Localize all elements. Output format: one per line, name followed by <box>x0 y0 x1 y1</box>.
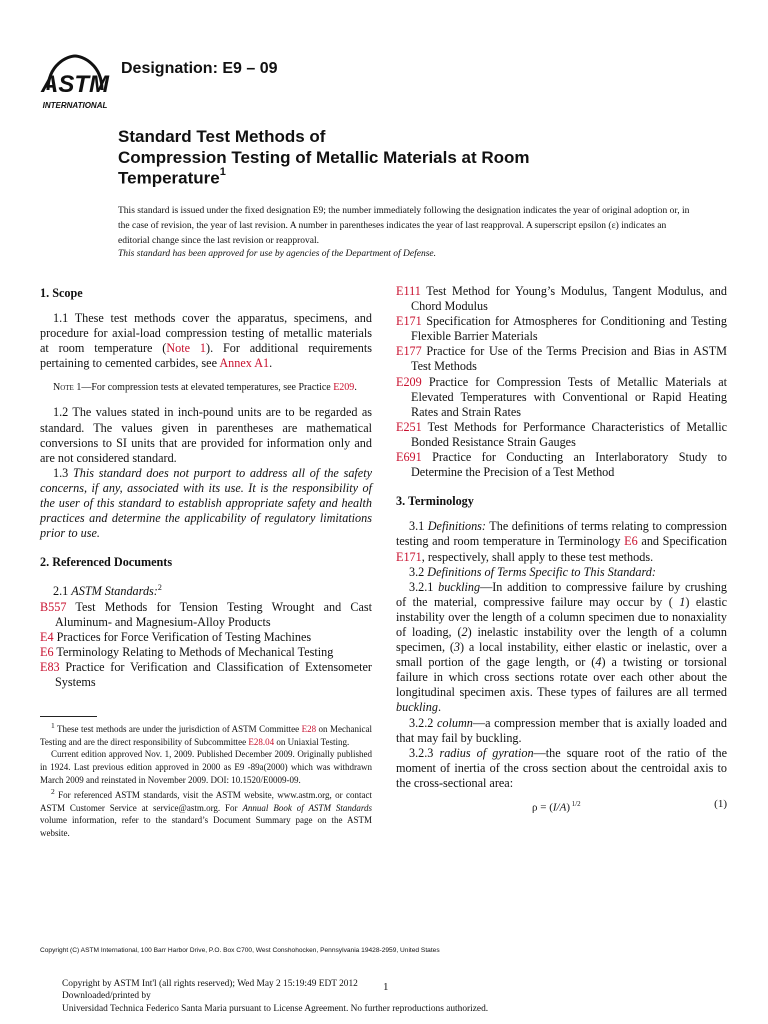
term-3-2-3: 3.2.3 radius of gyration—the square root of the ratio of the moment of inertia of the cross section about the centroidal axis to the cross-sectional area: <box>396 745 728 790</box>
astm-logo <box>38 50 112 114</box>
footnote-divider <box>40 716 97 717</box>
ref-link-e691[interactable]: E691 <box>396 450 422 465</box>
footnote-2-ref[interactable]: 2 <box>157 583 162 593</box>
equation-number: (1) <box>714 798 727 810</box>
footer-line-2: Downloaded/printed by <box>62 991 151 1002</box>
ref-item: E691 Practice for Conducting an Interlaboratory Study to Determine the Precision of a Test Method <box>396 450 727 480</box>
footnote-2: $^2$ For referenced ASTM standards, visit the ASTM website, www.astm.org, or contact ASTM Customer Service at service@astm.org. For Annual Book of ASTM Standards volume information, refer to the standard’s Document Summary page on the ASTM website. <box>40 787 372 838</box>
ref-link-e4[interactable]: E4 <box>40 629 54 644</box>
footnote-1: $^1$ These test methods are under the jurisdiction of ASTM Committee E28 on Mechanical Testing and are the direct responsibility of Subcommittee E28.04 on Uniaxial Testing. <box>40 721 372 747</box>
right-column <box>396 284 727 816</box>
scope-heading: 1. Scope <box>40 286 83 300</box>
scope-1-2: 1.2 The values stated in inch-pound units are to be regarded as standard. The values given in parentheses are mathematical conversions to SI units that are provided for information only and are not considered standard. <box>40 405 372 465</box>
ref-item: E177 Practice for Use of the Terms Precision and Bias in ASTM Test Methods <box>396 344 727 374</box>
ref-item: E171 Specification for Atmospheres for Conditioning and Testing Flexible Barrier Materials <box>396 314 727 344</box>
note-1: Note 1—For compression tests at elevated temperatures, see Practice E209. <box>53 382 357 394</box>
term-3-2-2: 3.2.2 column—a compression member that is axially loaded and that may fail by buckling. <box>396 715 727 745</box>
term-3-1: 3.1 Definitions: The definitions of terms relating to compression testing and room temperature in Terminology E6 and Specification E171, respectively, shall apply to these test methods. <box>396 519 727 564</box>
annex-a1-link[interactable]: Annex A1 <box>219 356 270 371</box>
note-1-link[interactable]: Note 1 <box>166 341 207 356</box>
logo-text: ASTM <box>41 71 109 98</box>
footnote-1-edition: Current edition approved Nov. 1, 2009. Published December 2009. Originally published in 1924. Last previous edition approved in 2000 as E9 -89a(2000) which was withdrawn March 2009 and reinstated in November 2009. DOI: 10.1520/E0009-09. <box>40 749 372 785</box>
note-label: Note <box>53 382 74 394</box>
issue-note: This standard is issued under the fixed designation E9; the number immediately following the designation indicates the year of original adoption or, in the case of revision, the year of last revision. A number in parentheses indicates the year of last reapproval. A superscript epsilon (ε) indicates an editorial change since the last revision or reapproval. <box>118 206 690 246</box>
ref-link-e111[interactable]: E111 <box>396 284 421 298</box>
ref-link-e171[interactable]: E171 <box>396 314 422 329</box>
left-column <box>40 286 372 839</box>
title-line-1: Standard Test Methods of <box>118 127 326 146</box>
copyright-line: Copyright (C) ASTM International, 100 Barr Harbor Drive, P.O. Box C700, West Conshohocken, Pennsylvania 19428-2959, United States <box>40 947 440 954</box>
e28-link[interactable]: E28 <box>301 724 317 735</box>
ref-link-b557[interactable]: B557 <box>40 599 67 614</box>
ref-link-e251[interactable]: E251 <box>396 419 422 434</box>
terminology-heading: 3. Terminology <box>396 494 474 509</box>
ref-item: E83 Practice for Verification and Classification of Extensometer Systems <box>40 659 372 690</box>
ref-link-e83[interactable]: E83 <box>40 659 60 674</box>
term-3-2: 3.2 Definitions of Terms Specific to This Standard: <box>409 564 656 579</box>
logo-subtext: INTERNATIONAL <box>42 101 108 110</box>
ref-item: E209 Practice for Compression Tests of Metallic Materials at Elevated Temperatures with Conventional or Rapid Heating Rates and Strain Rates <box>396 374 727 419</box>
footer-line-1: Copyright by ASTM Int'l (all rights reserved); Wed May 2 15:19:49 EDT 2012 <box>62 979 358 989</box>
ref-link-e209[interactable]: E209 <box>396 374 422 389</box>
page-number: 1 <box>383 981 389 993</box>
title-line-2: Compression Testing of Metallic Materials at Room <box>118 148 530 167</box>
ref-item: E6 Terminology Relating to Methods of Mechanical Testing <box>40 644 334 659</box>
refdocs-heading: 2. Referenced Documents <box>40 555 173 570</box>
ref-item: B557 Test Methods for Tension Testing Wrought and Cast Aluminum- and Magnesium-Alloy Products <box>40 599 372 629</box>
equation-body: ρ = (I/A) $^{1/2}$ <box>532 800 581 814</box>
ref-item: E251 Test Methods for Performance Characteristics of Metallic Bonded Resistance Strain Gauges <box>396 419 727 449</box>
equation-1 <box>396 797 727 816</box>
scope-1-3: 1.3 This standard does not purport to address all of the safety concerns, if any, associated with its use. It is the responsibility of the user of this standard to establish appropriate safety and health practices and determine the applicability of regulatory limitations prior to use. <box>40 465 373 541</box>
title-line-3 <box>118 168 226 189</box>
scope-1-1: 1.1 These test methods cover the apparatus, specimens, and procedure for axial-load compression testing of metallic materials at room temperature (Note 1). For additional requirements pertaining to cemented carbides, see Annex A1. <box>40 311 372 371</box>
e6-link[interactable]: E6 <box>624 534 638 549</box>
title-line-3-text: Temperature <box>118 168 220 188</box>
download-footer <box>62 978 488 1015</box>
astm-standards-label: 2.1 ASTM Standards:$^2$ <box>53 583 162 599</box>
defense-note: This standard has been approved for use by agencies of the Department of Defense. <box>118 249 437 259</box>
e171-link[interactable]: E171 <box>396 549 422 564</box>
e28-04-link[interactable]: E28.04 <box>248 736 275 747</box>
term-3-2-1: 3.2.1 buckling—In addition to compressive failure by crushing of the material, compressive failure may occur by ( 1) elastic instability over the length of a column specimen due to nonaxiality of loading, (2) inelastic instability over the length of a column specimen, (3) a local instability, either elastic or inelastic, over a small portion of the gage length, or (4) a twisting or torsional failure in which cross sections rotate over each other about the longitudinal specimen axis. These types of failures are all termed buckling. <box>396 579 727 715</box>
ref-item: E111 Test Method for Young’s Modulus, Tangent Modulus, and Chord Modulus <box>396 284 727 314</box>
ref-link-e177[interactable]: E177 <box>396 344 422 359</box>
e209-note-link[interactable]: E209 <box>333 382 355 394</box>
ref-link-e6[interactable]: E6 <box>40 644 54 659</box>
designation: Designation: E9 – 09 <box>121 60 278 77</box>
ref-item: E4 Practices for Force Verification of Testing Machines <box>40 629 312 644</box>
footer-line-3: Universidad Technica Federico Santa Maria pursuant to License Agreement. No further reproductions authorized. <box>62 1003 489 1014</box>
title-footnote-ref[interactable]: 1 <box>219 166 226 178</box>
